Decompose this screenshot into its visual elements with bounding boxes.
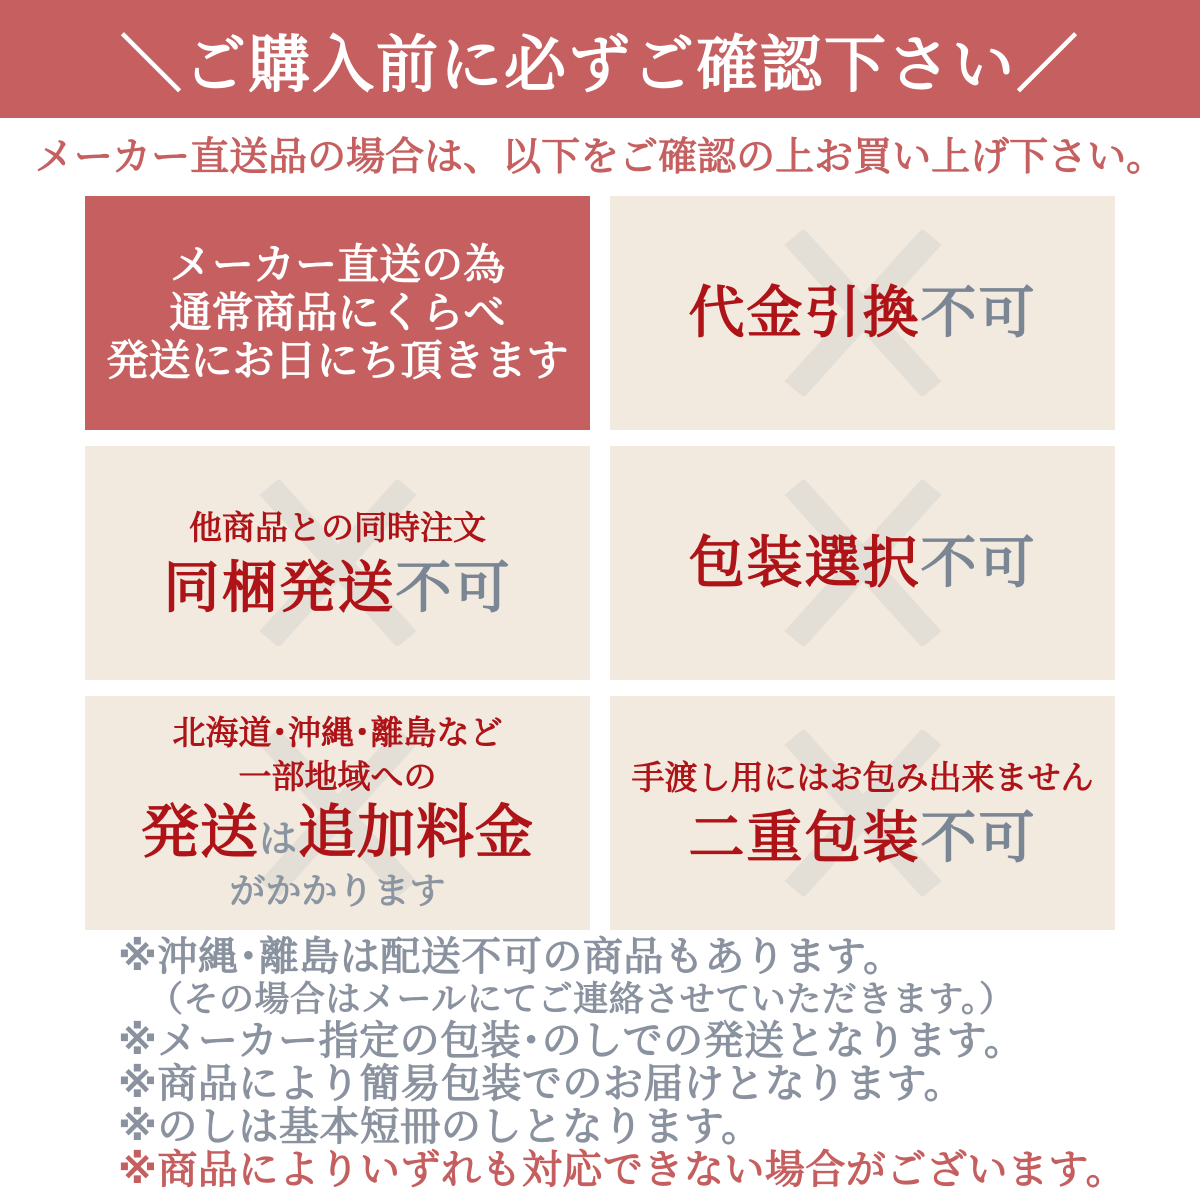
cod-label-line xyxy=(689,282,1037,344)
fee-word-surcharge: 追加料金 xyxy=(298,799,535,865)
double-wrap-suffix: 不可 xyxy=(920,806,1037,870)
fee-word-shipping: 発送 xyxy=(140,799,259,865)
header-banner xyxy=(0,0,1200,118)
cod-label: 代金引換 xyxy=(688,281,921,345)
wrapping-label-line xyxy=(689,532,1037,594)
cod-suffix: 不可 xyxy=(920,281,1037,345)
bundle-suffix: 不可 xyxy=(395,556,512,620)
double-wrap-label-line xyxy=(689,807,1037,869)
bundle-note: 他商品との同時注文 xyxy=(189,509,486,547)
subtitle: メーカー直送品の場合は、以下をご確認の上お買い上げ下さい。 xyxy=(34,136,1166,179)
fee-particle: は xyxy=(258,818,298,861)
lead-time-line: 発送にお日にち頂きます xyxy=(106,337,569,384)
bundle-label-line xyxy=(164,557,512,619)
note-email-contact: （その場合はメールにてご連絡させていただきます。） xyxy=(148,980,1015,1019)
note-noshi: ※のしは基本短冊のしとなります。 xyxy=(118,1105,762,1149)
card-lead-time xyxy=(85,196,590,430)
note-unavailable-cases: ※商品によりいずれも対応できない場合がございます。 xyxy=(118,1148,1127,1192)
card-double-wrapping xyxy=(610,696,1115,930)
wrapping-label: 包装選択 xyxy=(688,531,921,595)
notice-grid xyxy=(85,196,1115,930)
remote-area-note1: 北海道･沖縄･離島など xyxy=(172,713,503,751)
card-bundled-shipping xyxy=(85,446,590,680)
footnotes xyxy=(0,936,1200,1192)
lead-time-line: 通常商品にくらべ xyxy=(169,289,506,336)
remote-area-fee-line xyxy=(141,800,534,867)
remote-area-tail: がかかります xyxy=(229,870,446,912)
card-wrapping-choice xyxy=(610,446,1115,680)
note-maker-wrapping: ※メーカー指定の包装･のしでの発送となります。 xyxy=(118,1019,1025,1063)
lead-time-line: メーカー直送の為 xyxy=(169,241,506,288)
wrapping-suffix: 不可 xyxy=(920,531,1037,595)
note-simple-packaging: ※商品により簡易包装でのお届けとなります。 xyxy=(118,1062,965,1106)
remote-area-note2: 一部地域への xyxy=(238,757,437,795)
card-cod-not-available xyxy=(610,196,1115,430)
card-remote-area-fee xyxy=(85,696,590,930)
note-okinawa-remote: ※沖縄･離島は配送不可の商品もあります。 xyxy=(118,935,904,979)
double-wrap-note: 手渡し用にはお包み出来ません xyxy=(631,759,1094,797)
bundle-label: 同梱発送 xyxy=(163,556,396,620)
double-wrap-label: 二重包装 xyxy=(688,806,921,870)
page-title: ＼ご購入前に必ずご確認下さい／ xyxy=(119,30,1080,100)
